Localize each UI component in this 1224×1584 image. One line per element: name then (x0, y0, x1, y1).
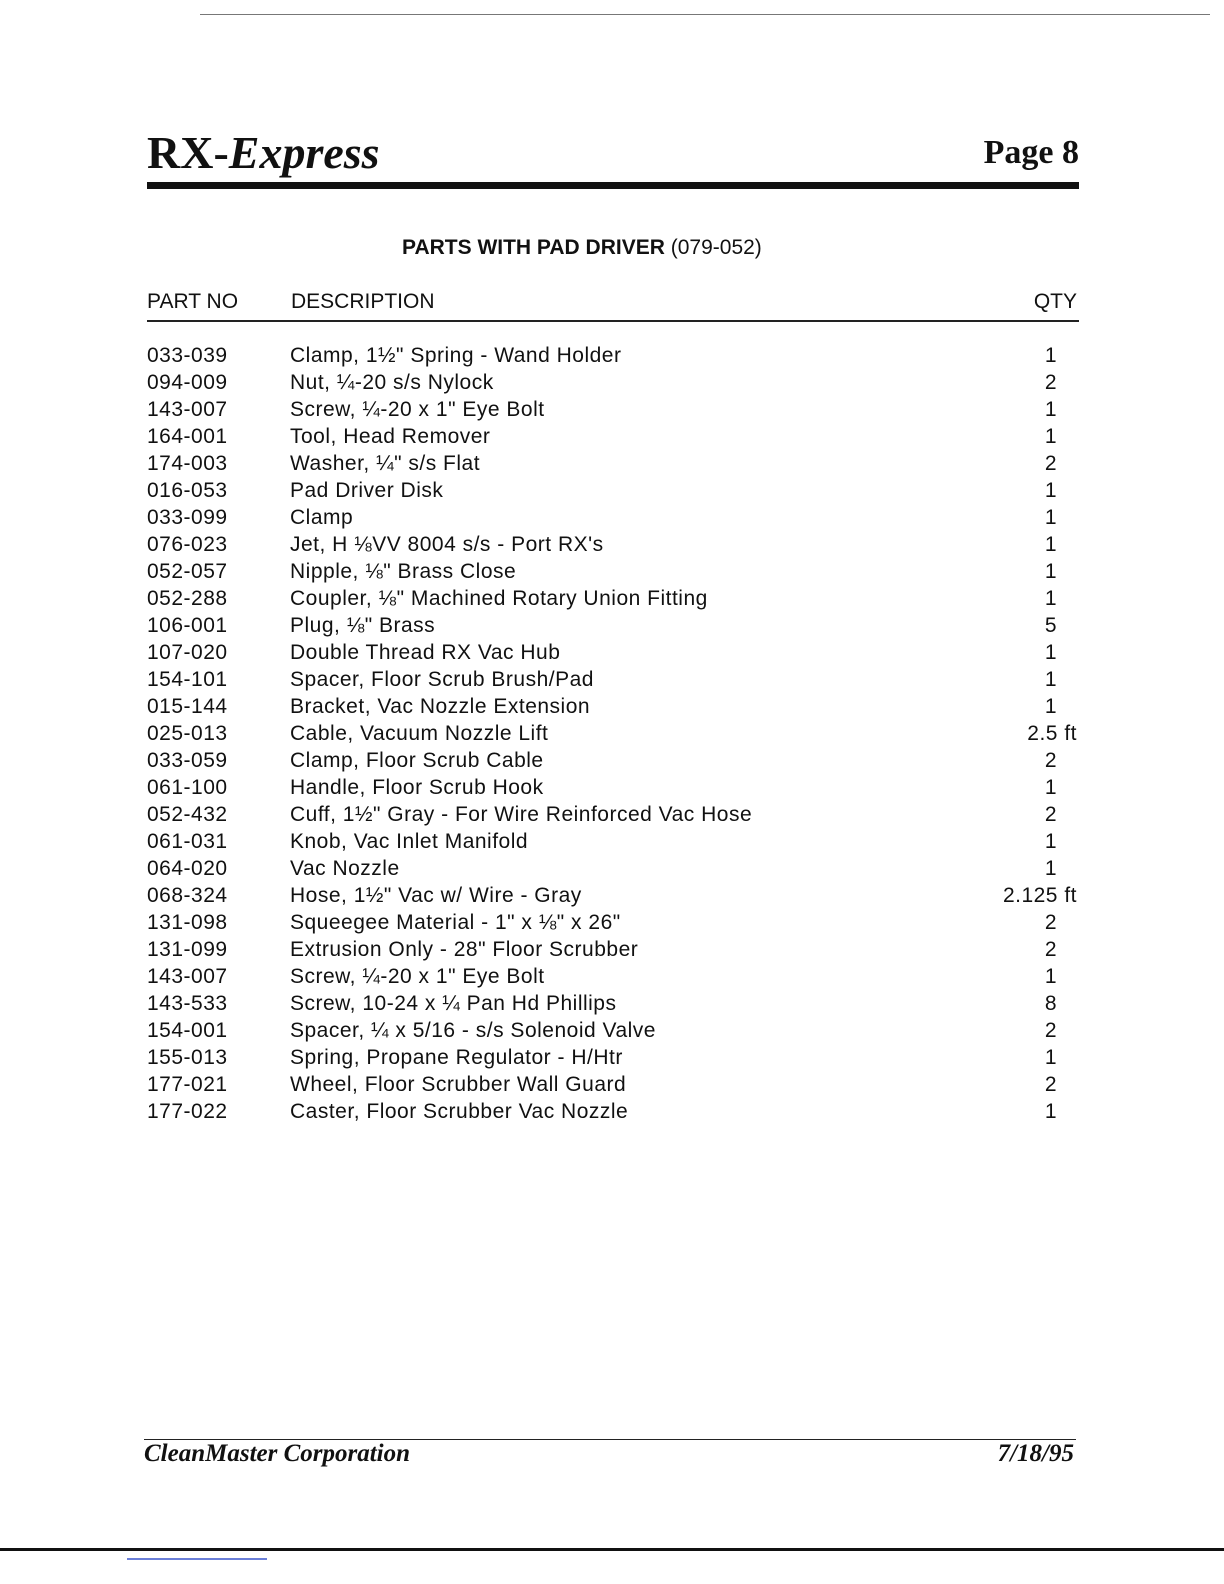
part-qty: 1 (1044, 587, 1057, 610)
part-qty: 2 (1044, 803, 1057, 826)
table-row (147, 533, 1077, 560)
table-row (147, 695, 1077, 722)
part-qty: 2.125 ft (1002, 884, 1077, 907)
table-row (147, 965, 1077, 992)
part-number: 131-099 (147, 938, 228, 961)
part-description: Coupler, ⅛" Machined Rotary Union Fitting (290, 587, 708, 610)
part-description: Vac Nozzle (290, 857, 400, 880)
part-description: Washer, ¼" s/s Flat (290, 452, 481, 475)
part-number: 068-324 (147, 884, 228, 907)
part-number: 143-007 (147, 965, 228, 988)
table-row (147, 938, 1077, 965)
table-row (147, 452, 1077, 479)
part-number: 016-053 (147, 479, 228, 502)
part-number: 143-007 (147, 398, 228, 421)
part-number: 094-009 (147, 371, 228, 394)
part-description: Screw, ¼-20 x 1" Eye Bolt (290, 965, 545, 988)
part-description: Pad Driver Disk (290, 479, 444, 502)
part-qty: 1 (1044, 425, 1057, 448)
table-row (147, 560, 1077, 587)
part-qty: 1 (1044, 695, 1057, 718)
header-rule (147, 182, 1079, 189)
part-qty: 2 (1044, 938, 1057, 961)
part-qty: 1 (1044, 668, 1057, 691)
part-number: 143-533 (147, 992, 228, 1015)
table-row (147, 722, 1077, 749)
table-row (147, 587, 1077, 614)
table-row (147, 992, 1077, 1019)
part-description: Plug, ⅛" Brass (290, 614, 436, 637)
top-rule (200, 14, 1210, 15)
footer-date: 7/18/95 (997, 1440, 1074, 1467)
brand-suffix: Express (228, 127, 380, 178)
col-description: DESCRIPTION (291, 290, 435, 313)
part-description: Double Thread RX Vac Hub (290, 641, 561, 664)
part-qty: 1 (1044, 1100, 1057, 1123)
part-qty: 1 (1044, 560, 1057, 583)
part-description: Handle, Floor Scrub Hook (290, 776, 544, 799)
part-number: 033-039 (147, 344, 228, 367)
part-qty: 1 (1044, 830, 1057, 853)
part-qty: 1 (1044, 506, 1057, 529)
section-code: (079-052) (670, 236, 762, 259)
part-qty: 1 (1044, 857, 1057, 880)
table-row (147, 749, 1077, 776)
part-qty: 2 (1044, 371, 1057, 394)
page-header (147, 118, 1079, 188)
part-description: Hose, 1½" Vac w/ Wire - Gray (290, 884, 582, 907)
part-qty: 1 (1044, 479, 1057, 502)
table-row (147, 1019, 1077, 1046)
page-footer (144, 1440, 1074, 1474)
part-number: 052-057 (147, 560, 228, 583)
footer-company: CleanMaster Corporation (144, 1440, 411, 1467)
part-qty: 5 (1044, 614, 1057, 637)
part-description: Clamp, 1½" Spring - Wand Holder (290, 344, 622, 367)
part-description: Spacer, Floor Scrub Brush/Pad (290, 668, 594, 691)
part-qty: 1 (1044, 533, 1057, 556)
part-description: Nipple, ⅛" Brass Close (290, 560, 517, 583)
column-headers (147, 290, 1077, 320)
table-row (147, 479, 1077, 506)
table-row (147, 803, 1077, 830)
part-number: 061-100 (147, 776, 228, 799)
table-row (147, 641, 1077, 668)
part-number: 164-001 (147, 425, 228, 448)
part-number: 061-031 (147, 830, 228, 853)
part-qty: 8 (1044, 992, 1057, 1015)
part-number: 154-001 (147, 1019, 228, 1042)
part-qty: 1 (1044, 344, 1057, 367)
part-number: 033-059 (147, 749, 228, 772)
col-qty: QTY (1033, 290, 1077, 313)
part-number: 015-144 (147, 695, 228, 718)
part-number: 107-020 (147, 641, 228, 664)
table-row (147, 857, 1077, 884)
table-row (147, 776, 1077, 803)
part-qty: 1 (1044, 398, 1057, 421)
table-row (147, 425, 1077, 452)
table-row (147, 371, 1077, 398)
bottom-mark (127, 1558, 267, 1560)
part-description: Caster, Floor Scrubber Vac Nozzle (290, 1100, 629, 1123)
column-rule (147, 320, 1079, 322)
part-description: Clamp, Floor Scrub Cable (290, 749, 544, 772)
table-row (147, 614, 1077, 641)
part-description: Squeegee Material - 1" x ⅛" x 26" (290, 911, 621, 934)
section-title-text: PARTS WITH PAD DRIVER (402, 236, 665, 259)
part-description: Wheel, Floor Scrubber Wall Guard (290, 1073, 627, 1096)
part-description: Jet, H ⅛VV 8004 s/s - Port RX's (290, 533, 604, 556)
bottom-rule (0, 1548, 1224, 1551)
part-description: Spring, Propane Regulator - H/Htr (290, 1046, 623, 1069)
col-part-no: PART NO (147, 290, 239, 313)
part-number: 131-098 (147, 911, 228, 934)
part-number: 052-288 (147, 587, 228, 610)
table-row (147, 1073, 1077, 1100)
part-number: 033-099 (147, 506, 228, 529)
part-qty: 2 (1044, 749, 1057, 772)
part-qty: 2 (1044, 1019, 1057, 1042)
part-number: 106-001 (147, 614, 228, 637)
table-row (147, 911, 1077, 938)
part-number: 154-101 (147, 668, 228, 691)
parts-list (147, 344, 1077, 1127)
part-number: 155-013 (147, 1046, 228, 1069)
part-description: Extrusion Only - 28" Floor Scrubber (290, 938, 639, 961)
part-number: 174-003 (147, 452, 228, 475)
table-row (147, 668, 1077, 695)
part-description: Cuff, 1½" Gray - For Wire Reinforced Vac Hose (290, 803, 753, 826)
part-description: Spacer, ¼ x 5/16 - s/s Solenoid Valve (290, 1019, 656, 1042)
part-number: 076-023 (147, 533, 228, 556)
table-row (147, 344, 1077, 371)
brand-title (147, 126, 380, 179)
part-number: 177-022 (147, 1100, 228, 1123)
part-qty: 2.5 ft (1027, 722, 1077, 745)
table-row (147, 830, 1077, 857)
part-qty: 2 (1044, 452, 1057, 475)
part-qty: 2 (1044, 1073, 1057, 1096)
part-description: Screw, 10-24 x ¼ Pan Hd Phillips (290, 992, 617, 1015)
part-description: Bracket, Vac Nozzle Extension (290, 695, 591, 718)
table-row (147, 1046, 1077, 1073)
table-row (147, 884, 1077, 911)
table-row (147, 506, 1077, 533)
section-title (402, 236, 762, 260)
part-description: Clamp (290, 506, 354, 529)
part-description: Nut, ¼-20 s/s Nylock (290, 371, 494, 394)
part-qty: 2 (1044, 911, 1057, 934)
part-qty: 1 (1044, 1046, 1057, 1069)
part-qty: 1 (1044, 965, 1057, 988)
brand-prefix: RX- (147, 127, 229, 178)
page-number: Page 8 (983, 134, 1079, 171)
part-description: Knob, Vac Inlet Manifold (290, 830, 529, 853)
table-row (147, 398, 1077, 425)
part-description: Screw, ¼-20 x 1" Eye Bolt (290, 398, 545, 421)
part-number: 064-020 (147, 857, 228, 880)
part-number: 052-432 (147, 803, 228, 826)
part-qty: 1 (1044, 776, 1057, 799)
part-number: 177-021 (147, 1073, 228, 1096)
part-description: Cable, Vacuum Nozzle Lift (290, 722, 549, 745)
table-row (147, 1100, 1077, 1127)
part-qty: 1 (1044, 641, 1057, 664)
part-description: Tool, Head Remover (290, 425, 491, 448)
part-number: 025-013 (147, 722, 228, 745)
